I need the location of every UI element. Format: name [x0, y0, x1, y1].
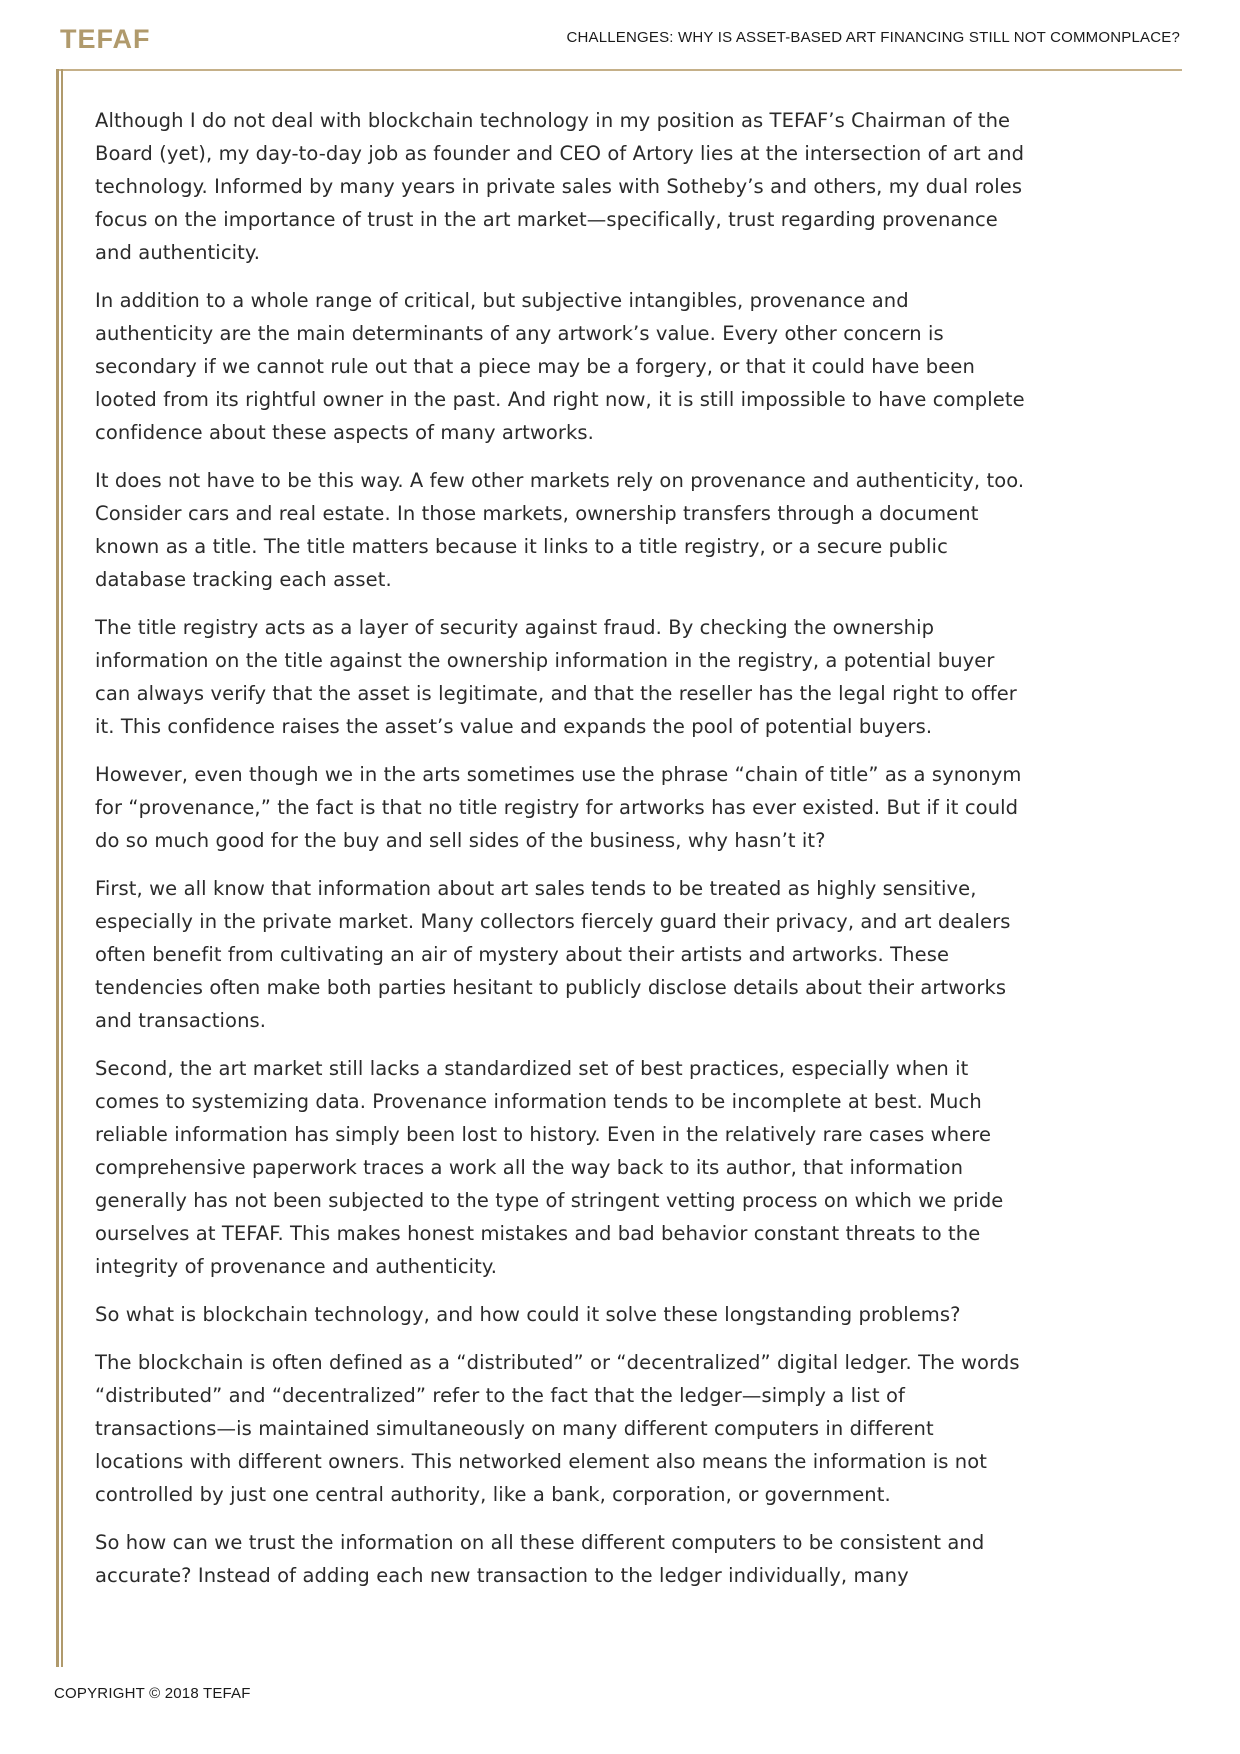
- left-margin-rule: [56, 69, 63, 1667]
- paragraph: However, even though we in the arts sometimes use the phrase “chain of title” as a synonym for “provenance,” the fact is that no title registry for artworks has ever existed. But if it could do so much good for the buy and sell sides of the business, why hasn’t it?: [95, 763, 1022, 852]
- paragraph: Although I do not deal with blockchain technology in my position as TEFAF’s Chairman of the Board (yet), my day-to-day job as founder and CEO of Artory lies at the intersection of art and technology. Informed by many years in private sales with Sotheby’s and others, my dual roles focus on the importance of trust in the art market—specifically, trust regarding provenance and authenticity.: [95, 109, 1025, 264]
- header-divider: [56, 69, 1182, 71]
- running-header-title: CHALLENGES: WHY IS ASSET-BASED ART FINANCING STILL NOT COMMONPLACE?: [566, 29, 1180, 46]
- paragraph: The blockchain is often defined as a “distributed” or “decentralized” digital ledger. The words “distributed” and “decentralized” refer to the fact that the ledger—simply a list of transactions—is maintained simultaneously on many different computers in different locations with different owners. This networked element also means the information is not controlled by just one central authority, like a bank, corporation, or government.: [95, 1351, 1020, 1506]
- copyright-footer: COPYRIGHT © 2018 TEFAF: [54, 1685, 251, 1702]
- paragraph: It does not have to be this way. A few other markets rely on provenance and authenticity, too. Consider cars and real estate. In those markets, ownership transfers through a document known as a title. The title matters because it links to a title registry, or a secure public database tracking each asset.: [95, 469, 1025, 591]
- paragraph: Second, the art market still lacks a standardized set of best practices, especially when it comes to systemizing data. Provenance information tends to be incomplete at best. Much reliable information has simply been lost to history. Even in the relatively rare cases where comprehensive paperwork traces a work all the way back to its author, that information generally has not been subjected to the type of stringent vetting process on which we pride ourselves at TEFAF. This makes honest mistakes and bad behavior constant threats to the integrity of provenance and authenticity.: [95, 1057, 1004, 1278]
- paragraph: So how can we trust the information on all these different computers to be consistent and accurate? Instead of adding each new transaction to the ledger individually, many: [95, 1531, 985, 1587]
- paragraph: In addition to a whole range of critical, but subjective intangibles, provenance and authenticity are the main determinants of any artwork’s value. Every other concern is secondary if we cannot rule out that a piece may be a forgery, or that it could have been looted from its rightful owner in the past. And right now, it is still impossible to have complete confidence about these aspects of many artworks.: [95, 289, 1025, 444]
- paragraph: First, we all know that information about art sales tends to be treated as highly sensitive, especially in the private market. Many collectors fiercely guard their privacy, and art dealers often benefit from cultivating an air of mystery about their artists and artworks. These tendencies often make both parties hesitant to publicly disclose details about their artworks and transactions.: [95, 877, 1011, 1032]
- tefaf-logo: TEFAF: [60, 24, 151, 54]
- paragraph: So what is blockchain technology, and how could it solve these longstanding problems?: [95, 1303, 961, 1326]
- paragraph: The title registry acts as a layer of security against fraud. By checking the ownership information on the title against the ownership information in the registry, a potential buyer can always verify that the asset is legitimate, and that the reseller has the legal right to offer it. This confidence raises the asset’s value and expands the pool of potential buyers.: [95, 616, 1017, 738]
- article-body: [95, 104, 1025, 1607]
